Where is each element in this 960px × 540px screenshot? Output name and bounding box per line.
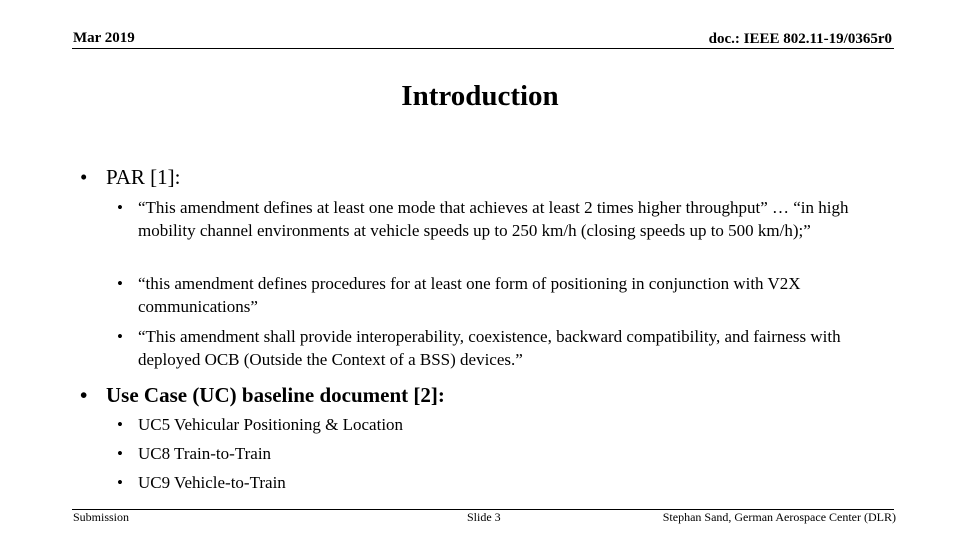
bullet-icon: •: [117, 415, 123, 434]
section-heading-par: [80, 165, 181, 189]
footer-slide-number: Slide 3: [467, 510, 501, 524]
list-item-text: UC8 Train-to-Train: [138, 444, 272, 463]
list-item: [117, 325, 892, 372]
list-item-text: “This amendment shall provide interoperability, coexistence, backward compatibility, and fairness with deployed OCB (Outside the Context of a BSS) devices.”: [138, 327, 841, 370]
list-item-text: “this amendment defines procedures for at least one form of positioning in conjunction with V2X communications”: [138, 274, 801, 317]
list-item: [117, 196, 892, 243]
section-heading-text: PAR [1]:: [106, 165, 181, 189]
footer-author: Stephan Sand, German Aerospace Center (DLR): [662, 510, 896, 524]
bullet-icon: •: [117, 444, 123, 463]
bullet-icon: •: [80, 383, 88, 407]
list-item: [117, 272, 892, 319]
section-heading-use-case: [80, 383, 445, 407]
header-divider: [72, 48, 894, 49]
list-item-text: “This amendment defines at least one mode that achieves at least 2 times higher throughput” … “in high mobility channel environments at vehicle speeds up to 250 km/h (closing speeds up to 500 km/h);”: [138, 198, 849, 241]
slide-title: Introduction: [401, 80, 559, 112]
list-item: [117, 413, 892, 436]
bullet-icon: •: [117, 327, 123, 346]
header-doc-id: doc.: IEEE 802.11-19/0365r0: [708, 31, 892, 47]
list-item: [117, 442, 892, 465]
footer-submission: Submission: [73, 510, 130, 524]
bullet-icon: •: [117, 274, 123, 293]
list-item-text: UC5 Vehicular Positioning & Location: [138, 415, 404, 434]
bullet-icon: •: [117, 473, 123, 492]
list-item: [117, 471, 892, 494]
list-item-text: UC9 Vehicle-to-Train: [138, 473, 286, 492]
section-heading-text: Use Case (UC) baseline document [2]:: [106, 383, 445, 407]
bullet-icon: •: [80, 165, 88, 189]
bullet-icon: •: [117, 198, 123, 217]
header-date: Mar 2019: [73, 30, 135, 46]
